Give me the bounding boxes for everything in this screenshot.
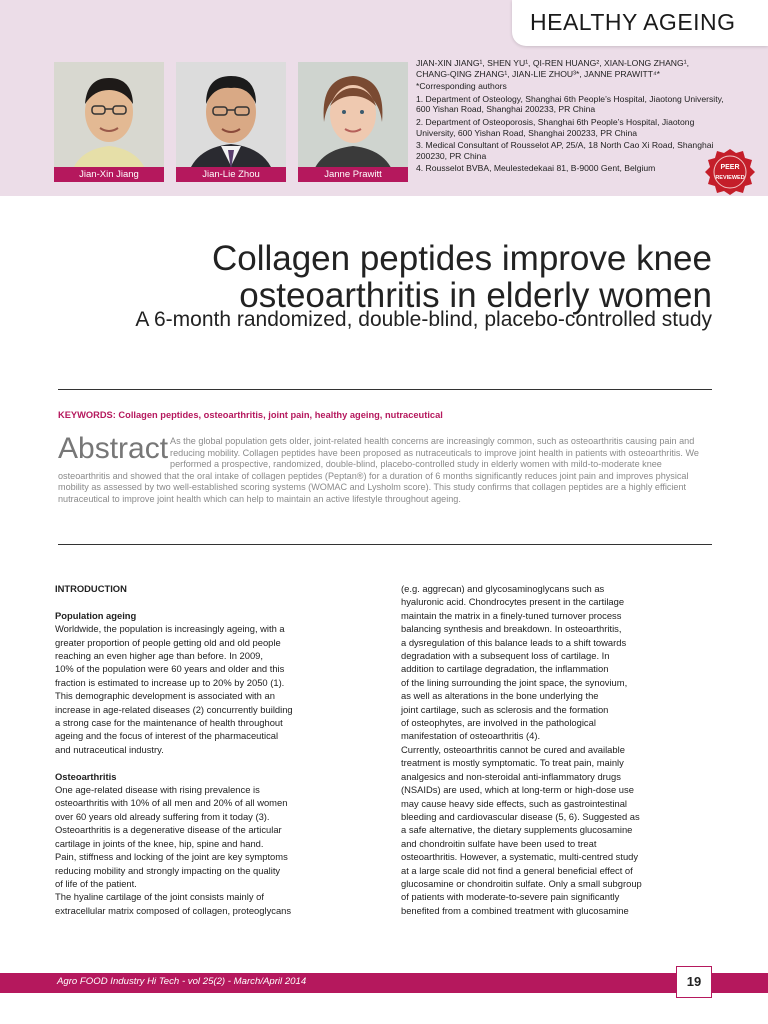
body-line: and nutraceutical industry. — [55, 743, 164, 755]
author-block — [416, 58, 736, 176]
body-line: benefited from a combined treatment with glucosamine — [401, 904, 629, 916]
body-line: bleeding and cardiovascular disease (5, 6). Suggested as — [401, 810, 640, 822]
body-line: osteoarthritis with 10% of all men and 20% of all women — [55, 797, 288, 809]
corresponding-note: *Corresponding authors — [416, 81, 507, 92]
author-photo-prawitt — [298, 62, 408, 182]
photo-caption: Jian-Lie Zhou — [176, 167, 286, 182]
body-line: glucosamine or chondroitin sulfate. Only a small subgroup — [401, 877, 642, 889]
title-line-2: osteoarthritis in elderly women — [239, 276, 712, 315]
body-line: The hyaline cartilage of the joint consists mainly of — [55, 891, 264, 903]
population-ageing-heading: Population ageing — [55, 609, 137, 621]
badge-bottom-text: REVIEWED — [715, 175, 745, 181]
body-line: of life of the patient. — [55, 877, 137, 889]
body-line: may cause heavy side effects, such as gastrointestinal — [401, 797, 627, 809]
abstract-heading: Abstract — [58, 432, 169, 465]
body-line: degradation with a subsequent loss of cartilage. In — [401, 650, 610, 662]
body-line: (NSAIDs) are used, which at long-term or high-dose use — [401, 784, 634, 796]
author-photo-jiang — [54, 62, 164, 182]
osteoarthritis-heading: Osteoarthritis — [55, 770, 117, 782]
body-line: of osteophytes, are involved in the pathological — [401, 717, 596, 729]
author-names-2: CHANG-QING ZHANG¹, JIAN-LIE ZHOU³*, JANNE PRAWITT⁴* — [416, 68, 661, 79]
body-line: of the lining surrounding the joint space, the synovium, — [401, 676, 628, 688]
title-line-1: Collagen peptides improve knee — [211, 239, 712, 278]
affiliation-4: 4. Rousselot BVBA, Meulestedekaai 81, B-9000 Gent, Belgium — [416, 163, 656, 174]
affiliation-3: 3. Medical Consultant of Rousselot AP, 25/A, 18 North Cao Xi Road, Shanghai 200230, PR China — [416, 140, 714, 161]
body-line: maintain the matrix in a finely-tuned turnover process — [401, 609, 622, 621]
section-label: HEALTHY AGEING — [530, 9, 736, 35]
body-line: Currently, osteoarthritis cannot be cured and available — [401, 743, 625, 755]
footer-citation: Agro FOOD Industry Hi Tech - vol 25(2) - March/April 2014 — [57, 976, 307, 987]
body-line: Worldwide, the population is increasingly ageing, with a — [55, 623, 285, 635]
body-line: treatment is mostly symptomatic. To treat pain, mainly — [401, 757, 624, 769]
article-title — [40, 240, 712, 314]
body-line: This demographic development is associated with an — [55, 690, 275, 702]
body-line: extracellular matrix composed of collagen, proteoglycans — [55, 904, 292, 916]
divider-top — [58, 389, 712, 390]
body-line: osteoarthritis. However, a systematic, multi-centred study — [401, 851, 639, 863]
body-line: cartilage in joints of the knee, hip, spine and hand. — [55, 837, 264, 849]
body-line: 10% of the population were 60 years and older and this — [55, 663, 285, 675]
article-subtitle: A 6-month randomized, double-blind, placebo-controlled study — [135, 308, 712, 331]
badge-top-text: PEER — [720, 164, 740, 171]
intro-heading: INTRODUCTION — [55, 583, 127, 594]
body-column-right — [401, 582, 703, 917]
body-line: balancing synthesis and breakdown. In osteoarthritis, — [401, 623, 622, 635]
abstract — [58, 432, 712, 506]
peer-reviewed-badge-icon — [703, 148, 757, 196]
body-line: a strong case for the maintenance of health throughout — [55, 717, 283, 729]
body-line: reaching an even higher age than before. In 2009, — [55, 650, 263, 662]
body-line: manifestation of osteoarthritis (4). — [401, 730, 541, 742]
body-line: ageing and the focus of interest of the pharmaceutical — [55, 730, 279, 742]
page-number: 19 — [676, 966, 712, 998]
portrait-image — [54, 62, 164, 182]
body-line: a dysregulation of this balance leads to a shift towards — [401, 636, 627, 648]
abstract-text: As the global population gets older, joint-related health concerns are increasingly common, such as osteoarthritis causing pain and reducing mobility. Collagen peptides have been proposed as nutraceuticals to improve joint health in patients with osteoarthritis. We performed a prospective, randomized, double-blind, placebo-controlled study in elderly women with mild-to-moderate knee osteoarthritis and showed that the oral intake of collagen peptides (Peptan®) for a duration of 6 months significantly reduces joint pain and improves physical mobility as assessed by two well-established scoring systems (WOMAC and Lysholm score). This study confirms that collagen peptides are a highly efficient nutraceutical to improve joint health which can help to maintain an active lifestyle throughout ageing. — [58, 436, 699, 504]
keywords: KEYWORDS: Collagen peptides, osteoarthritis, joint pain, healthy ageing, nutraceutical — [58, 410, 443, 420]
body-line: and chondroitin sulfate have been used to treat — [401, 837, 597, 849]
divider-bottom — [58, 544, 712, 545]
affiliation-1: 1. Department of Osteology, Shanghai 6th People’s Hospital, Jiaotong University, 600 Yishan Road, Shanghai 200233, PR China — [416, 93, 724, 115]
body-line: hyaluronic acid. Chondrocytes present in the cartilage — [401, 596, 625, 608]
body-line: at a large scale did not find a general beneficial effect of — [401, 864, 633, 876]
body-line: greater proportion of people getting old and old people — [55, 636, 281, 648]
photo-caption: Jian-Xin Jiang — [54, 167, 164, 182]
body-line: addition to cartilage degradation, the inflammation — [401, 663, 609, 675]
body-line: as well as alterations in the bone underlying the — [401, 690, 599, 702]
body-line: (e.g. aggrecan) and glycosaminoglycans such as — [401, 583, 605, 594]
photo-caption: Janne Prawitt — [298, 167, 408, 182]
author-photo-zhou — [176, 62, 286, 182]
body-line: One age-related disease with rising prevalence is — [55, 784, 260, 796]
body-line: fraction is estimated to increase up to 20% by 2050 (1). — [55, 676, 285, 688]
portrait-image — [176, 62, 286, 182]
body-line: reducing mobility and strongly impacting on the quality — [55, 864, 281, 876]
affiliation-2: 2. Department of Osteoporosis, Shanghai 6th People’s Hospital, Jiaotong University, 600 Yishan Road, Shanghai 200233, PR China — [416, 116, 695, 138]
body-column-left — [55, 582, 357, 917]
body-line: joint cartilage, such as sclerosis and the formation — [401, 703, 609, 715]
section-tab — [512, 0, 768, 46]
body-line: of patients with moderate-to-severe pain significantly — [401, 891, 620, 903]
author-names-1: JIAN-XIN JIANG¹, SHEN YU¹, QI-REN HUANG², XIAN-LONG ZHANG¹, — [416, 58, 689, 68]
body-line: a safe alternative, the dietary supplements glucosamine — [401, 824, 633, 836]
body-line: increase in age-related diseases (2) concurrently building — [55, 703, 293, 715]
portrait-image — [298, 62, 408, 182]
body-line: over 60 years old already suffering from it today (3). — [55, 810, 270, 822]
body-line: Pain, stiffness and locking of the joint are key symptoms — [55, 851, 288, 863]
body-line: analgesics and non-steroidal anti-inflammatory drugs — [401, 770, 621, 782]
body-line: Osteoarthritis is a degenerative disease of the articular — [55, 824, 282, 836]
